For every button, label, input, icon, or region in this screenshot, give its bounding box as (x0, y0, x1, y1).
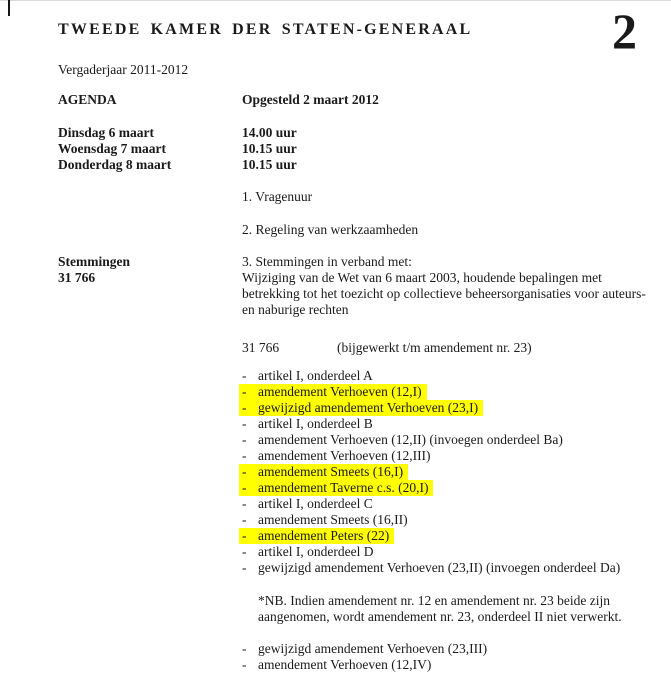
agenda-item-row (58, 189, 671, 205)
schedule (58, 125, 671, 173)
voting-list-final-section (58, 641, 671, 673)
document-title: TWEEDE KAMER DER STATEN-GENERAAL (58, 21, 473, 38)
nb-note-body (242, 593, 671, 625)
stemmingen-sidebar (58, 254, 242, 318)
line (239, 432, 568, 448)
highlighted-line (239, 528, 394, 544)
agenda-header-row (58, 92, 671, 108)
spacer (58, 189, 242, 205)
voting-list-item-label: amendement Verhoeven (12,II) (invoegen onderdeel Ba) (258, 432, 563, 447)
line (239, 544, 378, 560)
voting-list-item-label: amendement Smeets (16,II) (258, 512, 408, 527)
voting-list-item-label: gewijzigd amendement Verhoeven (23,III) (258, 641, 488, 656)
line (239, 657, 436, 673)
agenda-item-2: 2. Regeling van werkzaamheden (242, 222, 419, 237)
voting-list-item-label: gewijzigd amendement Verhoeven (23,I) (258, 400, 479, 415)
line (239, 496, 378, 512)
voting-list-item-label: amendement Verhoeven (12,IV) (258, 657, 432, 672)
schedule-time: 10.15 uur (242, 141, 297, 156)
voting-list-item (242, 560, 671, 576)
voting-list-item (242, 496, 671, 512)
voting-list-item-label: amendement Peters (22) (258, 528, 390, 543)
dash-marker: - (242, 400, 247, 415)
dash-marker: - (242, 448, 247, 463)
voting-list-item (242, 480, 671, 496)
highlighted-line (239, 400, 483, 416)
dash-marker: - (242, 368, 247, 383)
highlighted-line (239, 384, 427, 400)
spacer (58, 368, 242, 576)
voting-list-item (242, 416, 671, 432)
agenda-item-1: 1. Vragenuur (242, 189, 313, 204)
prepared-date: Opgesteld 2 maart 2012 (242, 92, 379, 107)
dash-marker: - (242, 464, 247, 479)
voting-list-item-label: amendement Verhoeven (12,I) (258, 384, 422, 399)
dash-marker: - (242, 528, 247, 543)
dash-marker: - (242, 416, 247, 431)
dash-marker: - (242, 496, 247, 511)
voting-list-item (242, 512, 671, 528)
voting-list-final (242, 641, 671, 673)
dash-marker: - (242, 384, 247, 399)
dash-marker: - (242, 432, 247, 447)
line (239, 368, 378, 384)
spacer (58, 222, 242, 238)
dossier-number-sidebar: 31 766 (58, 270, 96, 285)
stemmingen-label: Stemmingen (58, 254, 130, 269)
dossier-line-body (242, 340, 671, 356)
voting-list-item-label: artikel I, onderdeel D (258, 544, 374, 559)
crop-mark-icon (8, 0, 10, 16)
dash-marker: - (242, 544, 247, 559)
agenda-label: AGENDA (58, 92, 117, 107)
agenda-item-3-heading: 3. Stemmingen in verband met: (242, 254, 412, 269)
stemmingen-section (58, 254, 671, 318)
voting-list-item-label: artikel I, onderdeel B (258, 416, 373, 431)
schedule-row (58, 125, 671, 141)
line (239, 512, 413, 528)
schedule-row (58, 141, 671, 157)
dash-marker: - (242, 512, 247, 527)
voting-list-item-label: amendement Verhoeven (12,III) (258, 448, 431, 463)
spacer (58, 593, 242, 625)
schedule-day: Donderdag 8 maart (58, 157, 172, 172)
voting-list-item (242, 528, 671, 544)
dossier-number: 31 766 (242, 340, 280, 355)
schedule-time: 10.15 uur (242, 157, 297, 172)
schedule-row (58, 157, 671, 173)
voting-list-item (242, 384, 671, 400)
dash-marker: - (242, 657, 247, 672)
agenda-item-row (58, 222, 671, 238)
schedule-day: Woensdag 7 maart (58, 141, 166, 156)
voting-list-item-label: amendement Taverne c.s. (20,I) (258, 480, 429, 495)
dossier-line (58, 340, 671, 356)
voting-list-item (242, 448, 671, 464)
spacer (58, 340, 242, 356)
voting-list-item (242, 657, 671, 673)
page-top-edge (0, 0, 671, 1)
voting-list-item (242, 641, 671, 657)
line (239, 416, 378, 432)
schedule-time: 14.00 uur (242, 125, 297, 140)
voting-list-section (58, 368, 671, 576)
dossier-note: (bijgewerkt t/m amendement nr. 23) (337, 340, 532, 355)
highlighted-line (239, 464, 408, 480)
line (239, 448, 436, 464)
voting-list (242, 368, 671, 576)
voting-list-item (242, 400, 671, 416)
dash-marker: - (242, 560, 247, 575)
voting-list-item (242, 432, 671, 448)
voting-list-item (242, 544, 671, 560)
dash-marker: - (242, 641, 247, 656)
line (239, 560, 625, 576)
nb-note-section (58, 593, 671, 625)
page-number: 2 (612, 3, 637, 59)
voting-list-item (242, 368, 671, 384)
voting-list-item-label: artikel I, onderdeel A (258, 368, 373, 383)
dash-marker: - (242, 480, 247, 495)
line (239, 641, 492, 657)
session-year: Vergaderjaar 2011-2012 (58, 62, 189, 77)
schedule-day: Dinsdag 6 maart (58, 125, 155, 140)
voting-list-item (242, 464, 671, 480)
voting-list-item-label: artikel I, onderdeel C (258, 496, 373, 511)
stemmingen-body (242, 254, 671, 318)
voting-list-item-label: gewijzigd amendement Verhoeven (23,II) (invoegen onderdeel Da) (258, 560, 621, 575)
nb-note: *NB. Indien amendement nr. 12 en amendement nr. 23 beide zijn aangenomen, wordt amendement nr. 23, onderdeel II niet verwerkt. (258, 593, 622, 624)
highlighted-line (239, 480, 433, 496)
bill-description: Wijziging van de Wet van 6 maart 2003, houdende bepalingen met betrekking tot het toezicht op collectieve beheersorganisaties voor auteurs- en naburige rechten (242, 270, 646, 317)
spacer (58, 641, 242, 673)
voting-list-item-label: amendement Smeets (16,I) (258, 464, 404, 479)
